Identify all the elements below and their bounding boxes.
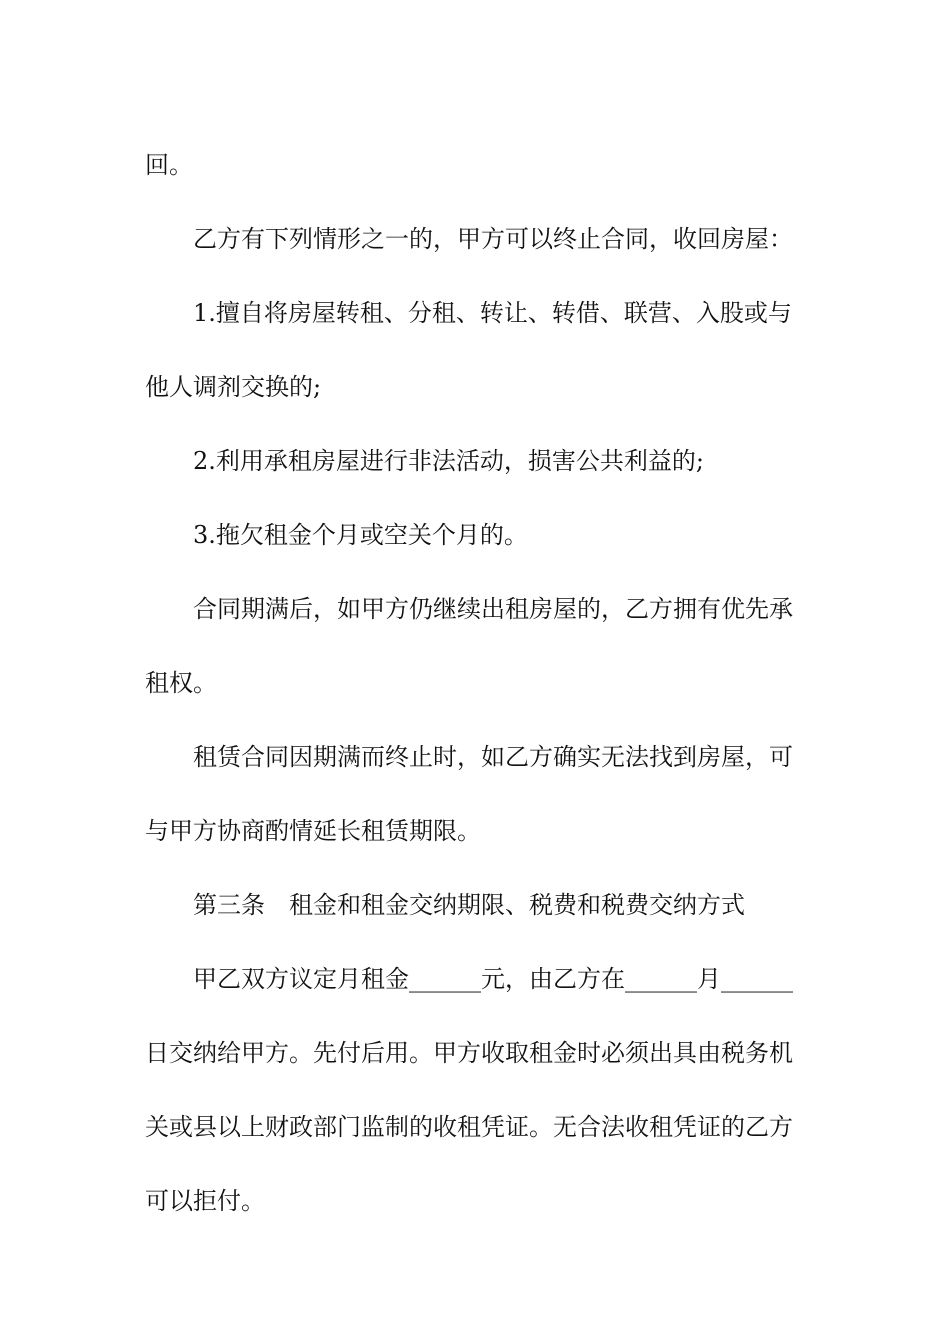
- paragraph-priority-lease: 合同期满后，如甲方仍继续出租房屋的，乙方拥有优先承租权。: [145, 595, 793, 697]
- document-body: [145, 128, 811, 1238]
- paragraph-item-1: 1.擅自将房屋转租、分租、转让、转借、联营、入股或与他人调剂交换的;: [145, 299, 792, 401]
- paragraph-item-2: 2.利用承租房屋进行非法活动，损害公共利益的;: [193, 447, 704, 475]
- paragraph-lease-extension: 租赁合同因期满而终止时，如乙方确实无法找到房屋，可与甲方协商酌情延长租赁期限。: [145, 743, 793, 845]
- article-3-heading: 第三条 租金和租金交纳期限、税费和税费交纳方式: [193, 891, 745, 919]
- paragraph-item-3: 3.拖欠租金个月或空关个月的。: [193, 521, 528, 549]
- paragraph-continuation: 回。: [145, 151, 193, 179]
- paragraph-rent-payment: 甲乙双方议定月租金______元，由乙方在______月______日交纳给甲方。先付后用。甲方收取租金时必须出具由税务机关或县以上财政部门监制的收租凭证。无合法收租凭证的乙方可以拒付。: [145, 965, 793, 1215]
- paragraph-termination-conditions: 乙方有下列情形之一的，甲方可以终止合同，收回房屋：: [193, 225, 793, 253]
